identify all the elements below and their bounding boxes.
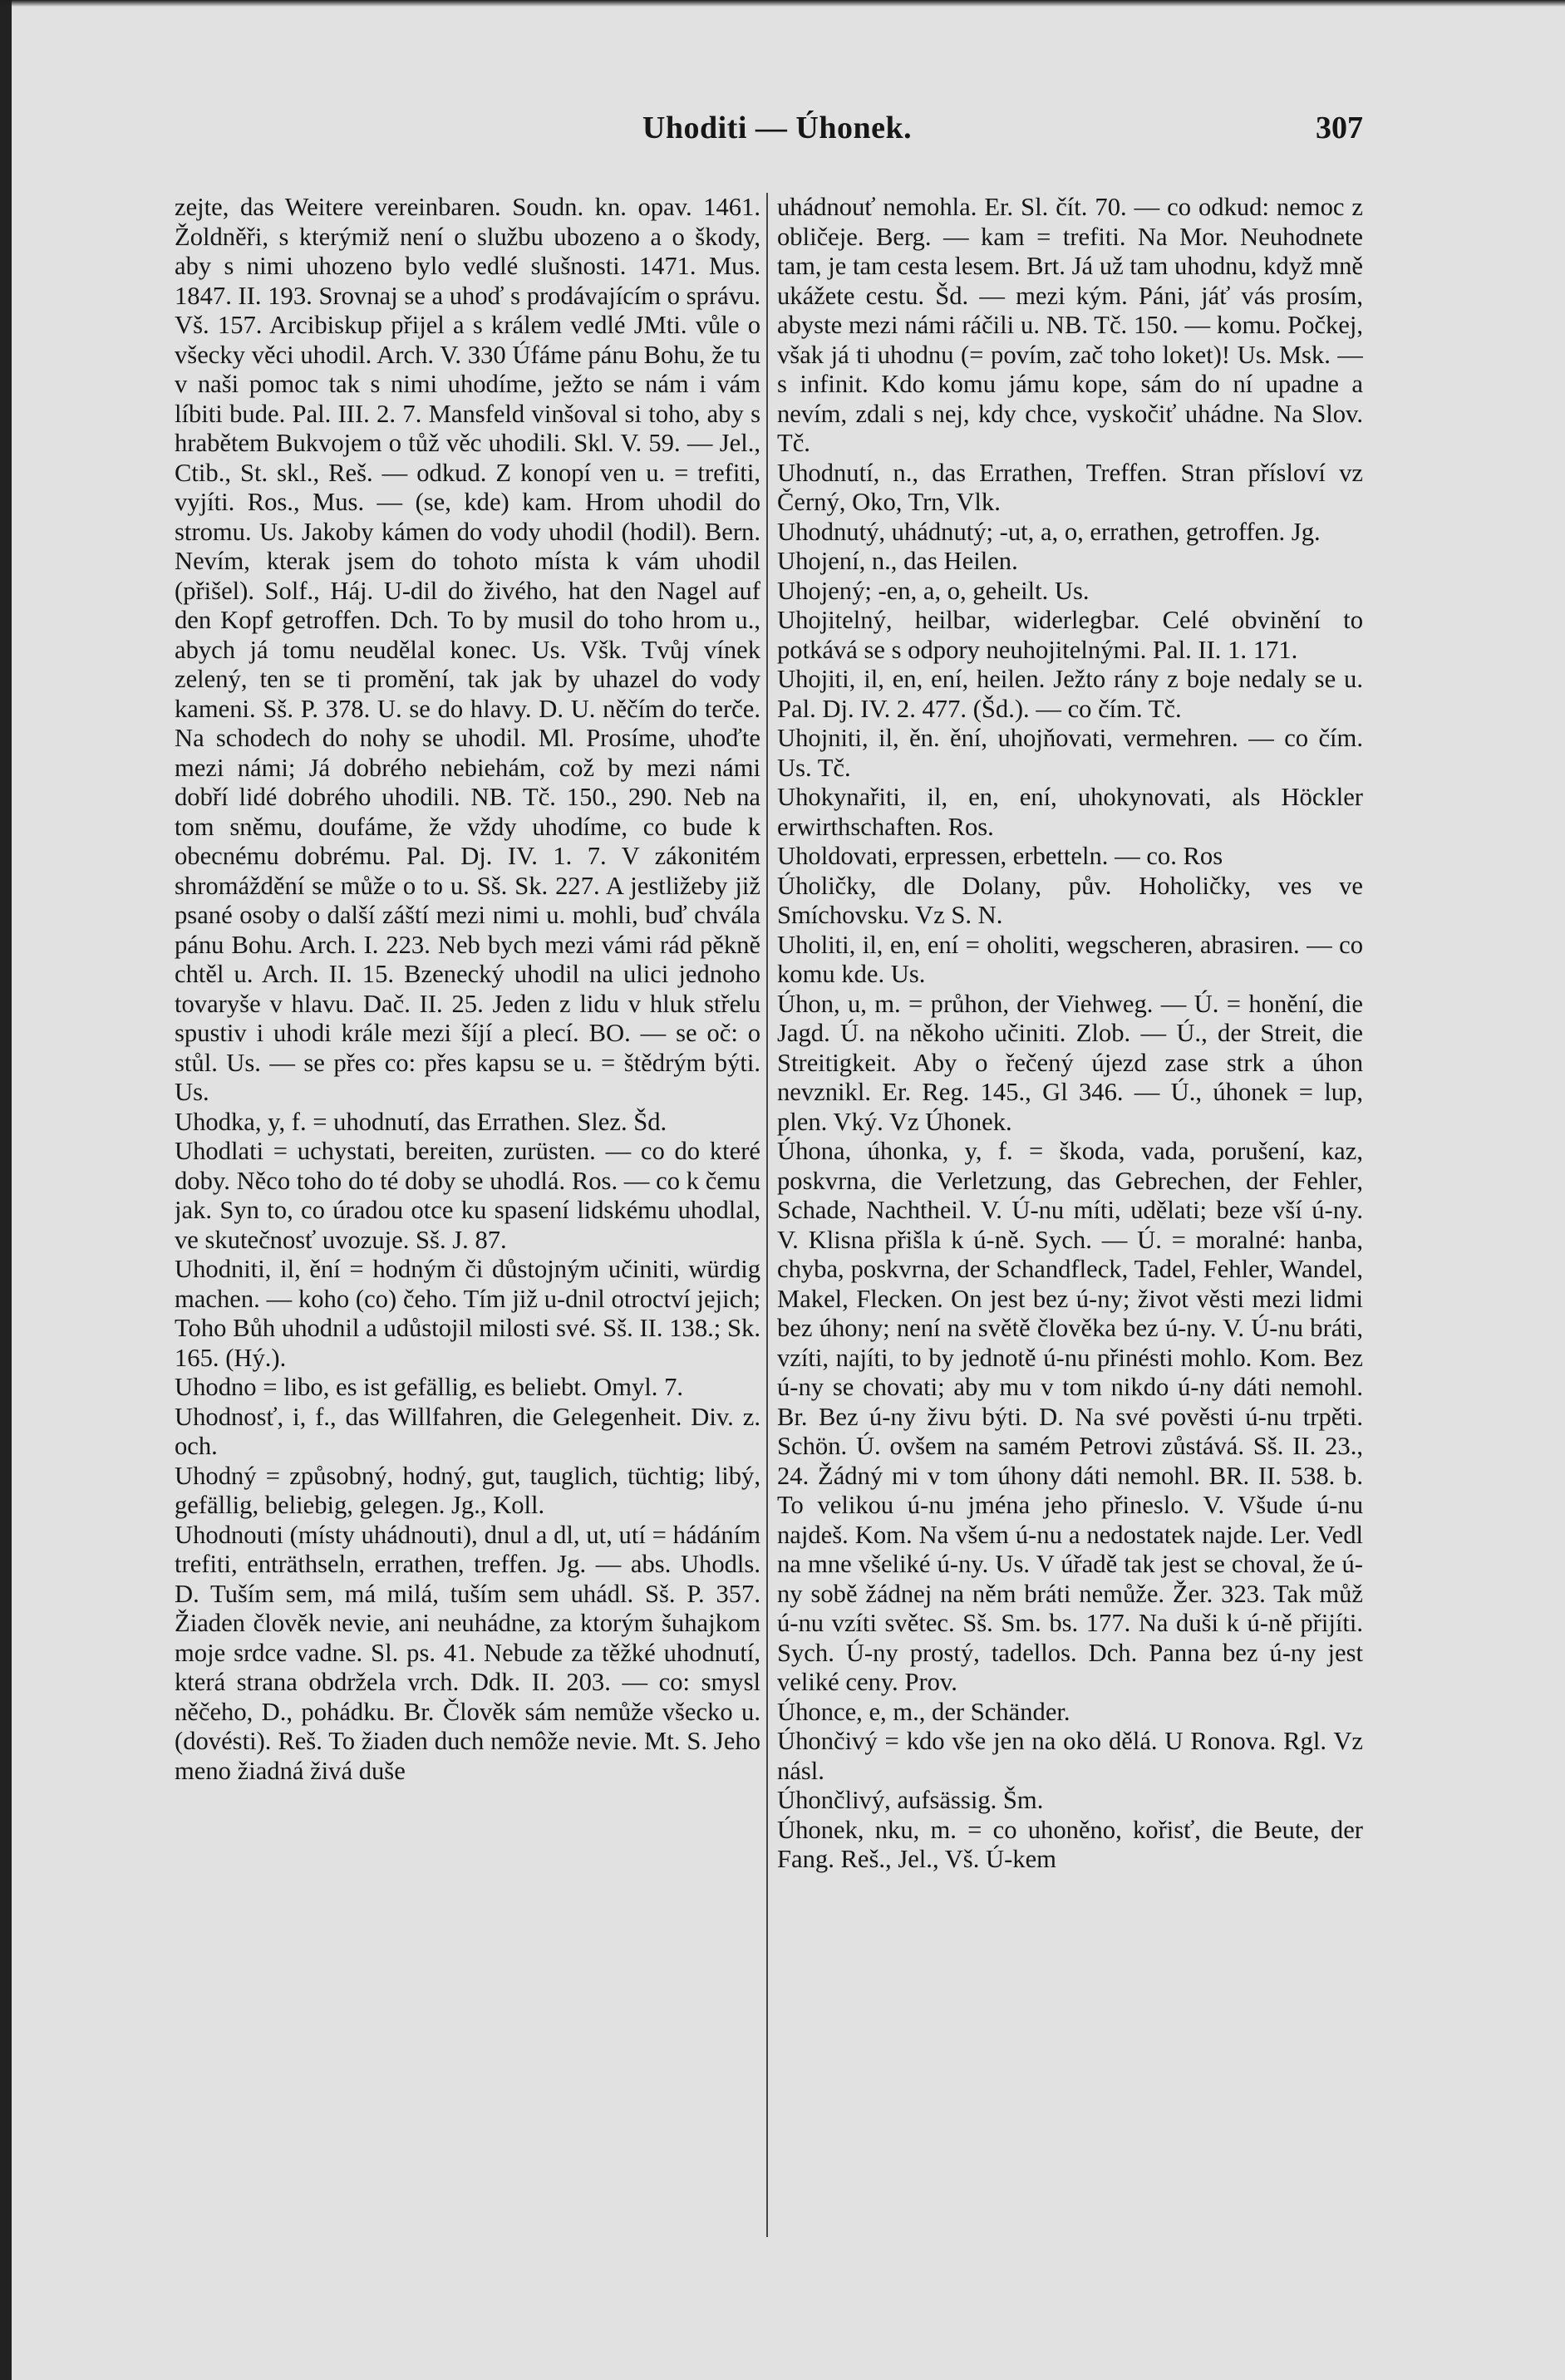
entry-paragraph: Úhonce, e, m., der Schänder.	[777, 1697, 1070, 1726]
right-column	[777, 193, 1363, 2237]
entry-paragraph: Úholičky, dle Dolany, pův. Hoholičky, ves ve Smíchovsku. Vz S. N.	[777, 871, 1363, 929]
entry-paragraph: Uhojený; -en, a, o, geheilt. Us.	[777, 576, 1090, 605]
entry-paragraph: Uhojniti, il, ěn. ění, uhojňovati, vermehren. — co čím. Us. Tč.	[777, 724, 1363, 782]
entry-paragraph: zejte, das Weitere vereinbaren. Soudn. kn. opav. 1461. Žoldněři, s kterýmiž není o službu ubozeno a o škody, aby s nimi uhozeno bylo vedlé slušnosti. 1471. Mus. 1847. II. 193. Srovnaj se a uhoď s prodávajícím o správu. Vš. 157. Arcibiskup přijel a s králem vedlé JMti. vůle o všecky věci uhodil. Arch. V. 330 Úfáme pánu Bohu, že tu v naši pomoc tak s nimi uhodíme, ježto se nám i vám líbiti bude. Pal. III. 2. 7. Mansfeld vinšoval si toho, aby s hrabětem Bukvojem o tůž věc uhodili. Skl. V. 59. — Jel., Ctib., St. skl., Reš. — odkud. Z konopí ven u. = trefiti, vyjíti. Ros., Mus. — (se, kde) kam. Hrom uhodil do stromu. Us. Jakoby kámen do vody uhodil (hodil). Bern. Nevím, kterak jsem do tohoto místa k vám uhodil (přišel). Solf., Háj. U-dil do živého, hat den Nagel auf den Kopf getroffen. Dch. To by musil do toho hrom u., abych já tomu neudělal konec. Us. Všk. Tvůj vínek zelený, ten se ti promění, tak jak by uhazel do vody kameni. Sš. P. 378. U. se do hlavy. D. U. něčím do terče. Na schodech do nohy se uhodil. Ml. Prosíme, uhoďte mezi námi; Já dobrého nebiehám, což by mezi námi dobří lidé dobrého uhodili. NB. Tč. 150., 290. Neb na tom sněmu, doufáme, že vždy uhodíme, co bude k obecnému dobrému. Pal. Dj. IV. 1. 7. V zákonitém shromáždění se může o to u. Sš. Sk. 227. A jestližeby již psané osoby o další záští mezi nimi u. mohli, buď chvála pánu Bohu. Arch. I. 223. Neb bych mezi vámi rád pěkně chtěl u. Arch. II. 15. Bzenecký uhodil na ulici jednoho tovaryše v hlavu. Dač. II. 25. Jeden z lidu v hluk střelu spustiv i uhodi krále mezi šíjí a plecí. BO. — se oč: o stůl. Us. — se přes co: přes kapsu se u. = štědrým býti. Us.	[175, 193, 760, 1106]
entry-paragraph: uhádnouť nemohla. Er. Sl. čít. 70. — co odkud: nemoc z obličeje. Berg. — kam = trefiti. Na Mor. Neuhodnete tam, je tam cesta lesem. Brt. Já už tam uhodnu, když mně ukážete cestu. Šd. — mezi kým. Páni, jáť vás prosím, abyste mezi námi ráčili u. NB. Tč. 150. — komu. Počkej, však já ti uhodnu (= povím, zač toho loket)! Us. Msk. — s infinit. Kdo komu jámu kope, sám do ní upadne a nevím, zdali s nej, kdy chce, vyskočiť uhádne. Na Slov. Tč.	[777, 193, 1363, 457]
running-header	[191, 110, 1363, 160]
left-column	[175, 193, 760, 2237]
entry-paragraph: Uhodniti, il, ění = hodným či důstojným učiniti, würdig machen. — koho (co) čeho. Tím již u-dnil otroctví jejich; Toho Bůh uhodnil a udůstojil milosti své. Sš. II. 138.; Sk. 165. (Hý.).	[175, 1255, 760, 1372]
entry-paragraph: Uholdovati, erpressen, erbetteln. — co. Ros	[777, 842, 1223, 870]
entry-paragraph: Uholiti, il, en, ení = oholiti, wegscheren, abrasiren. — co komu kde. Us.	[777, 930, 1363, 988]
entry-paragraph: Uhodka, y, f. = uhodnutí, das Errathen. Slez. Šd.	[175, 1107, 667, 1136]
entry-paragraph: Uhodnutý, uhádnutý; -ut, a, o, errathen, getroffen. Jg.	[777, 517, 1321, 546]
entry-paragraph: Uhojiti, il, en, ení, heilen. Ježto rány z boje nedaly se u. Pal. Dj. IV. 2. 477. (Šd.). — co čím. Tč.	[777, 665, 1363, 723]
header-title: Uhoditi — Úhonek.	[642, 111, 913, 145]
column-divider	[766, 193, 768, 2237]
entry-paragraph: Uhodlati = uchystati, bereiten, zurüsten. — co do které doby. Něco toho do té doby se uhodlá. Ros. — co k čemu jak. Syn to, co úradou otce ku spasení lidskému uhodlal, ve skutečnosť uvozuje. Sš. J. 87.	[175, 1137, 760, 1254]
entry-paragraph: Uhodno = libo, es ist gefällig, es beliebt. Omyl. 7.	[175, 1373, 684, 1401]
entry-paragraph: Uhodnouti (místy uhádnouti), dnul a dl, ut, utí = hádáním trefiti, enträthseln, errathen, treffen. Jg. — abs. Uhodls. D. Tuším sem, má milá, tuším sem uhádl. Sš. P. 357. Žiaden človĕk nevie, ani neuhádne, za ktorým šuhajkom moje srdce vadne. Sl. ps. 41. Nebude za těžké uhodnutí, která strana obdržela vrch. Ddk. II. 203. — co: smysl něčeho, D., pohádku. Br. Člověk sám nemůže všecko u. (dovésti). Reš. To žiaden duch nemôže nevie. Mt. S. Jeho meno žiadná živá duše	[175, 1520, 760, 1785]
entry-paragraph: Uhojení, n., das Heilen.	[777, 547, 1018, 575]
entry-paragraph: Úhona, úhonka, y, f. = škoda, vada, porušení, kaz, poskvrna, die Verletzung, das Gebrechen, der Fehler, Schade, Nachtheil. V. Ú-nu míti, udělati; beze vší ú-ny. V. Klisna přišla k ú-ně. Sych. — Ú. = moralné: hanba, chyba, poskvrna, der Schandfleck, Tadel, Fehler, Wandel, Makel, Flecken. On jest bez ú-ny; život věsti mezi lidmi bez úhony; není na světě člověka bez ú-ny. V. Ú-nu bráti, vzíti, najíti, to by jednotě ú-nu přinésti mohlo. Kom. Bez ú-ny se chovati; aby mu v tom nikdo ú-ny dáti nemohl. Br. Bez ú-ny živu býti. D. Na své pověsti ú-nu trpěti. Schön. Ú. ovšem na samém Petrovi zůstává. Sš. II. 23., 24. Žádný mi v tom úhony dáti nemohl. BR. II. 538. b. To velikou ú-nu jména jeho přineslo. V. Všude ú-nu najdeš. Kom. Na všem ú-nu a nedostatek najde. Ler. Vedl na mne všeliké ú-ny. Us. V úřadě tak jest se choval, že ú-ny sobě žádnej na něm bráti nemůže. Žer. 323. Tak můž ú-nu vzíti světec. Sš. Sm. bs. 177. Na duši k ú-ně přijíti. Sych. Ú-ny prostý, tadellos. Dch. Panna bez ú-ny jest veliké ceny. Prov.	[777, 1137, 1363, 1696]
entry-paragraph: Uhokynařiti, il, en, ení, uhokynovati, als Höckler erwirthschaften. Ros.	[777, 783, 1363, 841]
entry-paragraph: Uhodnosť, i, f., das Willfahren, die Gelegenheit. Div. z. och.	[175, 1402, 760, 1460]
entry-paragraph: Úhončlivý, aufsässig. Šm.	[777, 1786, 1044, 1814]
entry-paragraph: Úhončivý = kdo vše jen na oko dělá. U Ronova. Rgl. Vz násl.	[777, 1727, 1363, 1785]
entry-paragraph: Uhojitelný, heilbar, widerlegbar. Celé obvinění to potkává se s odpory neuhojitelnými. Pal. II. 1. 171.	[777, 606, 1363, 664]
entry-paragraph: Uhodnutí, n., das Errathen, Treffen. Stran přísloví vz Černý, Oko, Trn, Vlk.	[777, 458, 1363, 516]
page-top-shadow	[0, 0, 1565, 7]
entry-paragraph: Úhonek, nku, m. = co uhoněno, kořisť, die Beute, der Fang. Reš., Jel., Vš. Ú-kem	[777, 1815, 1363, 1873]
page-edge-shadow	[0, 0, 12, 2380]
page-number: 307	[1316, 111, 1363, 145]
entry-paragraph: Úhon, u, m. = průhon, der Viehweg. — Ú. = honění, die Jagd. Ú. na někoho učiniti. Zlob. — Ú., der Streit, die Streitigkeit. Aby o řečený újezd zase strk a úhon nevznikl. Er. Reg. 145., Gl 346. — Ú., úhonek = lup, plen. Vký. Vz Úhonek.	[777, 989, 1363, 1136]
entry-paragraph: Uhodný = způsobný, hodný, gut, tauglich, tüchtig; libý, gefällig, beliebig, gelegen. Jg., Koll.	[175, 1461, 760, 1519]
